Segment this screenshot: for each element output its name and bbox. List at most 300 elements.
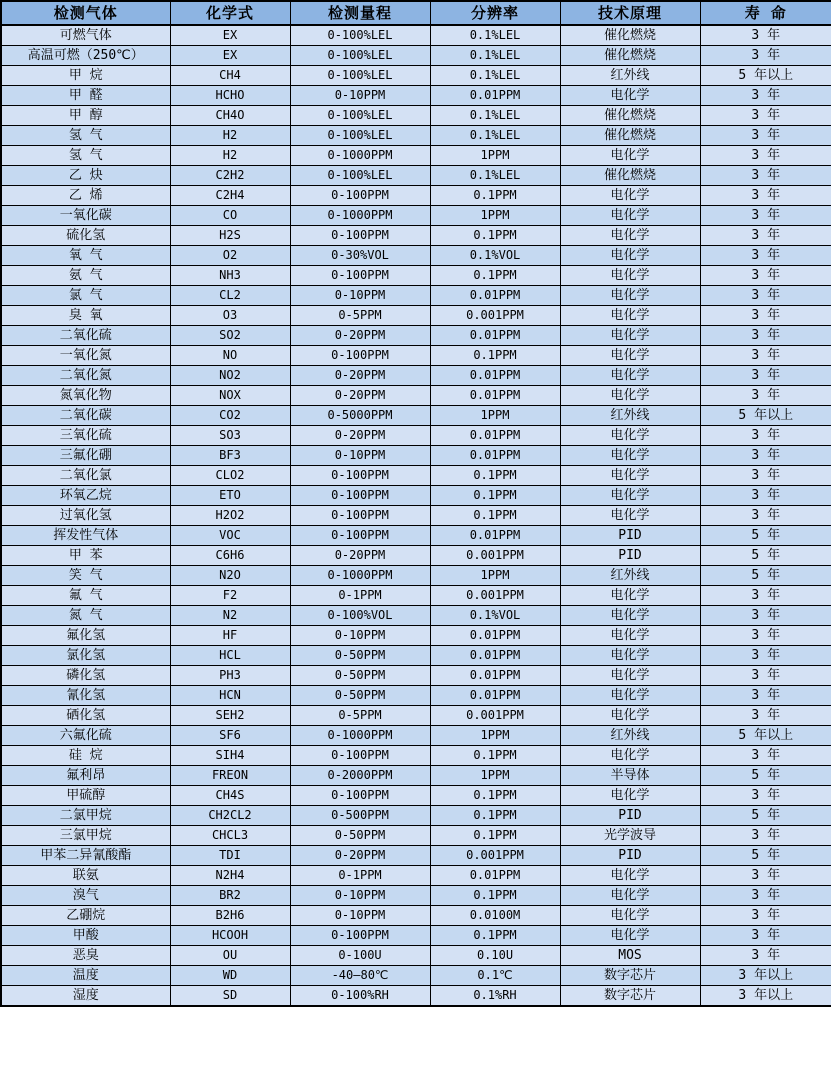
cell-chemical-formula: C2H2 xyxy=(170,166,290,186)
table-row xyxy=(1,426,831,446)
cell-lifespan: 3 年 xyxy=(700,46,831,66)
table-row xyxy=(1,166,831,186)
cell-chemical-formula: NOX xyxy=(170,386,290,406)
cell-technology-principle: 电化学 xyxy=(560,786,700,806)
cell-resolution: 0.1PPM xyxy=(430,806,560,826)
cell-detection-range: 0-20PPM xyxy=(290,546,430,566)
cell-detection-range: 0-1000PPM xyxy=(290,146,430,166)
cell-detection-range: 0-20PPM xyxy=(290,846,430,866)
cell-lifespan: 3 年 xyxy=(700,886,831,906)
cell-gas-name: 乙 烯 xyxy=(1,186,170,206)
column-header-lifespan: 寿 命 xyxy=(700,1,831,25)
cell-detection-range: 0-100%LEL xyxy=(290,166,430,186)
table-body xyxy=(1,25,831,1006)
cell-detection-range: 0-1PPM xyxy=(290,586,430,606)
cell-lifespan: 3 年 xyxy=(700,206,831,226)
cell-lifespan: 3 年 xyxy=(700,366,831,386)
cell-chemical-formula: N2O xyxy=(170,566,290,586)
cell-technology-principle: 催化燃烧 xyxy=(560,25,700,46)
cell-chemical-formula: SO2 xyxy=(170,326,290,346)
cell-chemical-formula: ETO xyxy=(170,486,290,506)
cell-chemical-formula: HCOOH xyxy=(170,926,290,946)
cell-lifespan: 3 年 xyxy=(700,266,831,286)
cell-gas-name: 氨 气 xyxy=(1,266,170,286)
table-row xyxy=(1,406,831,426)
cell-technology-principle: 电化学 xyxy=(560,626,700,646)
cell-technology-principle: 电化学 xyxy=(560,386,700,406)
table-header xyxy=(1,1,831,25)
cell-technology-principle: 数字芯片 xyxy=(560,966,700,986)
cell-lifespan: 5 年以上 xyxy=(700,66,831,86)
cell-detection-range: 0-100PPM xyxy=(290,266,430,286)
cell-lifespan: 5 年 xyxy=(700,546,831,566)
cell-gas-name: 磷化氢 xyxy=(1,666,170,686)
cell-technology-principle: 电化学 xyxy=(560,706,700,726)
cell-detection-range: 0-100PPM xyxy=(290,926,430,946)
cell-chemical-formula: SO3 xyxy=(170,426,290,446)
cell-detection-range: 0-100PPM xyxy=(290,486,430,506)
cell-detection-range: 0-100PPM xyxy=(290,346,430,366)
cell-gas-name: 二氧化氯 xyxy=(1,466,170,486)
cell-resolution: 1PPM xyxy=(430,406,560,426)
cell-resolution: 0.1PPM xyxy=(430,226,560,246)
cell-chemical-formula: CHCL3 xyxy=(170,826,290,846)
cell-chemical-formula: PH3 xyxy=(170,666,290,686)
cell-gas-name: 硅 烷 xyxy=(1,746,170,766)
cell-detection-range: 0-100PPM xyxy=(290,466,430,486)
cell-detection-range: 0-5PPM xyxy=(290,706,430,726)
cell-detection-range: 0-50PPM xyxy=(290,686,430,706)
cell-detection-range: 0-5000PPM xyxy=(290,406,430,426)
table-row xyxy=(1,466,831,486)
cell-detection-range: 0-100%LEL xyxy=(290,25,430,46)
cell-detection-range: 0-2000PPM xyxy=(290,766,430,786)
cell-detection-range: 0-100%RH xyxy=(290,986,430,1007)
cell-gas-name: 氯 气 xyxy=(1,286,170,306)
cell-technology-principle: 电化学 xyxy=(560,926,700,946)
cell-lifespan: 3 年 xyxy=(700,646,831,666)
cell-resolution: 0.01PPM xyxy=(430,666,560,686)
cell-technology-principle: 电化学 xyxy=(560,666,700,686)
cell-gas-name: 二氧化碳 xyxy=(1,406,170,426)
cell-gas-name: 六氟化硫 xyxy=(1,726,170,746)
cell-lifespan: 3 年 xyxy=(700,386,831,406)
cell-resolution: 0.01PPM xyxy=(430,446,560,466)
cell-resolution: 0.1PPM xyxy=(430,186,560,206)
cell-chemical-formula: CO xyxy=(170,206,290,226)
cell-lifespan: 3 年 xyxy=(700,626,831,646)
cell-gas-name: 氢 气 xyxy=(1,146,170,166)
cell-detection-range: 0-100PPM xyxy=(290,506,430,526)
table-row xyxy=(1,546,831,566)
table-row xyxy=(1,686,831,706)
cell-detection-range: 0-5PPM xyxy=(290,306,430,326)
cell-chemical-formula: NO xyxy=(170,346,290,366)
table-row xyxy=(1,386,831,406)
cell-detection-range: 0-10PPM xyxy=(290,446,430,466)
cell-lifespan: 3 年 xyxy=(700,706,831,726)
table-row xyxy=(1,286,831,306)
cell-technology-principle: 数字芯片 xyxy=(560,986,700,1007)
cell-lifespan: 3 年 xyxy=(700,946,831,966)
table-row xyxy=(1,626,831,646)
cell-chemical-formula: HCL xyxy=(170,646,290,666)
cell-technology-principle: 红外线 xyxy=(560,66,700,86)
cell-gas-name: 臭 氧 xyxy=(1,306,170,326)
cell-lifespan: 5 年以上 xyxy=(700,726,831,746)
cell-lifespan: 3 年 xyxy=(700,506,831,526)
cell-gas-name: 湿度 xyxy=(1,986,170,1007)
cell-technology-principle: MOS xyxy=(560,946,700,966)
cell-gas-name: 高温可燃（250℃） xyxy=(1,46,170,66)
cell-gas-name: 笑 气 xyxy=(1,566,170,586)
table-row xyxy=(1,986,831,1007)
table-row xyxy=(1,346,831,366)
cell-detection-range: 0-20PPM xyxy=(290,426,430,446)
cell-detection-range: 0-500PPM xyxy=(290,806,430,826)
cell-gas-name: 氮 气 xyxy=(1,606,170,626)
column-header-chemical-formula: 化学式 xyxy=(170,1,290,25)
cell-detection-range: 0-100%LEL xyxy=(290,66,430,86)
cell-chemical-formula: H2O2 xyxy=(170,506,290,526)
cell-resolution: 0.1PPM xyxy=(430,346,560,366)
cell-technology-principle: 电化学 xyxy=(560,206,700,226)
cell-resolution: 0.01PPM xyxy=(430,286,560,306)
column-header-detection-range: 检测量程 xyxy=(290,1,430,25)
cell-detection-range: 0-100PPM xyxy=(290,186,430,206)
cell-resolution: 0.01PPM xyxy=(430,646,560,666)
cell-resolution: 0.01PPM xyxy=(430,326,560,346)
cell-resolution: 0.1PPM xyxy=(430,746,560,766)
table-row xyxy=(1,486,831,506)
cell-lifespan: 5 年 xyxy=(700,526,831,546)
cell-chemical-formula: CLO2 xyxy=(170,466,290,486)
cell-gas-name: 环氧乙烷 xyxy=(1,486,170,506)
table-row xyxy=(1,906,831,926)
cell-lifespan: 3 年 xyxy=(700,746,831,766)
cell-resolution: 0.1%LEL xyxy=(430,126,560,146)
cell-technology-principle: 电化学 xyxy=(560,866,700,886)
cell-technology-principle: 电化学 xyxy=(560,466,700,486)
table-row xyxy=(1,526,831,546)
cell-resolution: 0.1PPM xyxy=(430,926,560,946)
cell-chemical-formula: HCHO xyxy=(170,86,290,106)
cell-gas-name: 乙 炔 xyxy=(1,166,170,186)
cell-chemical-formula: O3 xyxy=(170,306,290,326)
cell-lifespan: 3 年 xyxy=(700,226,831,246)
cell-chemical-formula: H2S xyxy=(170,226,290,246)
table-row xyxy=(1,246,831,266)
table-row xyxy=(1,566,831,586)
table-row xyxy=(1,966,831,986)
cell-technology-principle: 电化学 xyxy=(560,886,700,906)
cell-technology-principle: 红外线 xyxy=(560,726,700,746)
cell-lifespan: 3 年 xyxy=(700,826,831,846)
cell-chemical-formula: HF xyxy=(170,626,290,646)
cell-chemical-formula: SF6 xyxy=(170,726,290,746)
cell-technology-principle: 电化学 xyxy=(560,146,700,166)
table-row xyxy=(1,726,831,746)
cell-detection-range: 0-20PPM xyxy=(290,326,430,346)
cell-lifespan: 3 年 xyxy=(700,866,831,886)
cell-technology-principle: 电化学 xyxy=(560,346,700,366)
cell-gas-name: 甲硫醇 xyxy=(1,786,170,806)
table-row xyxy=(1,866,831,886)
table-row xyxy=(1,706,831,726)
cell-resolution: 1PPM xyxy=(430,206,560,226)
cell-detection-range: 0-1PPM xyxy=(290,866,430,886)
cell-lifespan: 5 年以上 xyxy=(700,406,831,426)
cell-gas-name: 氟利昂 xyxy=(1,766,170,786)
header-row xyxy=(1,1,831,25)
cell-gas-name: 一氧化碳 xyxy=(1,206,170,226)
table-row xyxy=(1,606,831,626)
cell-resolution: 0.1%LEL xyxy=(430,46,560,66)
cell-chemical-formula: VOC xyxy=(170,526,290,546)
table-row xyxy=(1,106,831,126)
table-row xyxy=(1,446,831,466)
cell-technology-principle: PID xyxy=(560,526,700,546)
cell-chemical-formula: CH4S xyxy=(170,786,290,806)
cell-chemical-formula: WD xyxy=(170,966,290,986)
cell-detection-range: 0-20PPM xyxy=(290,386,430,406)
cell-technology-principle: 电化学 xyxy=(560,686,700,706)
table-row xyxy=(1,646,831,666)
cell-lifespan: 3 年 xyxy=(700,586,831,606)
cell-chemical-formula: BR2 xyxy=(170,886,290,906)
cell-resolution: 0.1%VOL xyxy=(430,606,560,626)
cell-chemical-formula: C6H6 xyxy=(170,546,290,566)
cell-resolution: 1PPM xyxy=(430,146,560,166)
cell-detection-range: -40—80℃ xyxy=(290,966,430,986)
cell-lifespan: 3 年 xyxy=(700,906,831,926)
cell-gas-name: 二氯甲烷 xyxy=(1,806,170,826)
cell-resolution: 0.1PPM xyxy=(430,826,560,846)
cell-chemical-formula: SIH4 xyxy=(170,746,290,766)
table-row xyxy=(1,226,831,246)
cell-gas-name: 二氧化氮 xyxy=(1,366,170,386)
cell-technology-principle: 半导体 xyxy=(560,766,700,786)
cell-resolution: 0.1PPM xyxy=(430,506,560,526)
cell-detection-range: 0-1000PPM xyxy=(290,566,430,586)
cell-technology-principle: 电化学 xyxy=(560,226,700,246)
cell-gas-name: 溴气 xyxy=(1,886,170,906)
cell-technology-principle: PID xyxy=(560,846,700,866)
table-row xyxy=(1,66,831,86)
cell-lifespan: 3 年 xyxy=(700,606,831,626)
table-row xyxy=(1,886,831,906)
cell-gas-name: 甲 醛 xyxy=(1,86,170,106)
cell-resolution: 0.1PPM xyxy=(430,886,560,906)
cell-gas-name: 氟化氢 xyxy=(1,626,170,646)
cell-technology-principle: 光学波导 xyxy=(560,826,700,846)
cell-technology-principle: 电化学 xyxy=(560,906,700,926)
cell-detection-range: 0-10PPM xyxy=(290,286,430,306)
cell-technology-principle: 电化学 xyxy=(560,266,700,286)
cell-chemical-formula: EX xyxy=(170,46,290,66)
cell-lifespan: 3 年以上 xyxy=(700,986,831,1007)
cell-gas-name: 甲 苯 xyxy=(1,546,170,566)
cell-resolution: 0.01PPM xyxy=(430,426,560,446)
cell-technology-principle: 催化燃烧 xyxy=(560,126,700,146)
cell-resolution: 0.01PPM xyxy=(430,526,560,546)
cell-detection-range: 0-10PPM xyxy=(290,886,430,906)
cell-lifespan: 3 年 xyxy=(700,25,831,46)
cell-detection-range: 0-100PPM xyxy=(290,526,430,546)
table-row xyxy=(1,25,831,46)
cell-resolution: 0.01PPM xyxy=(430,366,560,386)
cell-detection-range: 0-50PPM xyxy=(290,826,430,846)
cell-technology-principle: 电化学 xyxy=(560,506,700,526)
cell-resolution: 1PPM xyxy=(430,726,560,746)
cell-lifespan: 3 年 xyxy=(700,926,831,946)
cell-lifespan: 3 年 xyxy=(700,326,831,346)
table-row xyxy=(1,366,831,386)
cell-lifespan: 3 年 xyxy=(700,346,831,366)
cell-detection-range: 0-100%LEL xyxy=(290,126,430,146)
cell-technology-principle: 电化学 xyxy=(560,326,700,346)
cell-gas-name: 甲酸 xyxy=(1,926,170,946)
cell-resolution: 0.01PPM xyxy=(430,866,560,886)
cell-resolution: 0.1%LEL xyxy=(430,106,560,126)
cell-gas-name: 二氧化硫 xyxy=(1,326,170,346)
cell-chemical-formula: OU xyxy=(170,946,290,966)
cell-gas-name: 氰化氢 xyxy=(1,686,170,706)
cell-gas-name: 挥发性气体 xyxy=(1,526,170,546)
table-row xyxy=(1,306,831,326)
cell-lifespan: 5 年 xyxy=(700,846,831,866)
table-row xyxy=(1,146,831,166)
cell-resolution: 0.1PPM xyxy=(430,466,560,486)
cell-gas-name: 甲 醇 xyxy=(1,106,170,126)
cell-lifespan: 3 年 xyxy=(700,686,831,706)
cell-chemical-formula: B2H6 xyxy=(170,906,290,926)
cell-lifespan: 3 年 xyxy=(700,126,831,146)
cell-lifespan: 3 年 xyxy=(700,246,831,266)
table-row xyxy=(1,766,831,786)
cell-technology-principle: 电化学 xyxy=(560,246,700,266)
cell-chemical-formula: CO2 xyxy=(170,406,290,426)
cell-lifespan: 3 年 xyxy=(700,786,831,806)
cell-lifespan: 3 年 xyxy=(700,466,831,486)
cell-chemical-formula: H2 xyxy=(170,126,290,146)
table-row xyxy=(1,926,831,946)
cell-technology-principle: PID xyxy=(560,806,700,826)
cell-technology-principle: 催化燃烧 xyxy=(560,166,700,186)
cell-resolution: 0.1%VOL xyxy=(430,246,560,266)
cell-gas-name: 氧 气 xyxy=(1,246,170,266)
cell-technology-principle: 电化学 xyxy=(560,86,700,106)
cell-lifespan: 5 年 xyxy=(700,766,831,786)
cell-resolution: 0.001PPM xyxy=(430,546,560,566)
cell-technology-principle: 电化学 xyxy=(560,646,700,666)
cell-resolution: 0.01PPM xyxy=(430,686,560,706)
cell-resolution: 0.1%RH xyxy=(430,986,560,1007)
cell-gas-name: 甲苯二异氰酸酯 xyxy=(1,846,170,866)
table-row xyxy=(1,266,831,286)
cell-chemical-formula: TDI xyxy=(170,846,290,866)
cell-resolution: 0.01PPM xyxy=(430,86,560,106)
cell-lifespan: 3 年 xyxy=(700,106,831,126)
cell-technology-principle: 电化学 xyxy=(560,186,700,206)
cell-lifespan: 3 年 xyxy=(700,286,831,306)
cell-detection-range: 0-1000PPM xyxy=(290,726,430,746)
column-header-technology-principle: 技术原理 xyxy=(560,1,700,25)
cell-gas-name: 氯化氢 xyxy=(1,646,170,666)
cell-lifespan: 5 年 xyxy=(700,806,831,826)
cell-chemical-formula: FREON xyxy=(170,766,290,786)
cell-lifespan: 3 年以上 xyxy=(700,966,831,986)
cell-chemical-formula: NO2 xyxy=(170,366,290,386)
table-row xyxy=(1,206,831,226)
cell-gas-name: 可燃气体 xyxy=(1,25,170,46)
cell-lifespan: 3 年 xyxy=(700,86,831,106)
cell-technology-principle: 电化学 xyxy=(560,446,700,466)
cell-resolution: 0.001PPM xyxy=(430,306,560,326)
cell-resolution: 0.10U xyxy=(430,946,560,966)
cell-technology-principle: 催化燃烧 xyxy=(560,46,700,66)
cell-detection-range: 0-10PPM xyxy=(290,626,430,646)
cell-chemical-formula: N2H4 xyxy=(170,866,290,886)
cell-technology-principle: 红外线 xyxy=(560,406,700,426)
cell-chemical-formula: CH4 xyxy=(170,66,290,86)
cell-chemical-formula: HCN xyxy=(170,686,290,706)
cell-technology-principle: 电化学 xyxy=(560,586,700,606)
cell-technology-principle: 电化学 xyxy=(560,746,700,766)
cell-gas-name: 三氟化硼 xyxy=(1,446,170,466)
cell-gas-name: 温度 xyxy=(1,966,170,986)
table-row xyxy=(1,186,831,206)
cell-chemical-formula: CL2 xyxy=(170,286,290,306)
cell-gas-name: 恶臭 xyxy=(1,946,170,966)
cell-detection-range: 0-20PPM xyxy=(290,366,430,386)
cell-technology-principle: 红外线 xyxy=(560,566,700,586)
cell-resolution: 0.001PPM xyxy=(430,706,560,726)
table-row xyxy=(1,46,831,66)
column-header-gas-name: 检测气体 xyxy=(1,1,170,25)
cell-chemical-formula: O2 xyxy=(170,246,290,266)
cell-gas-name: 一氧化氮 xyxy=(1,346,170,366)
cell-resolution: 0.1PPM xyxy=(430,266,560,286)
cell-resolution: 0.1PPM xyxy=(430,786,560,806)
cell-chemical-formula: SD xyxy=(170,986,290,1007)
cell-chemical-formula: BF3 xyxy=(170,446,290,466)
cell-gas-name: 甲 烷 xyxy=(1,66,170,86)
table-row xyxy=(1,746,831,766)
cell-gas-name: 硫化氢 xyxy=(1,226,170,246)
cell-detection-range: 0-100%VOL xyxy=(290,606,430,626)
cell-resolution: 1PPM xyxy=(430,766,560,786)
cell-resolution: 0.0100M xyxy=(430,906,560,926)
cell-gas-name: 氟 气 xyxy=(1,586,170,606)
cell-gas-name: 三氧化硫 xyxy=(1,426,170,446)
cell-lifespan: 3 年 xyxy=(700,426,831,446)
table-row xyxy=(1,946,831,966)
cell-detection-range: 0-100PPM xyxy=(290,746,430,766)
cell-resolution: 0.1%LEL xyxy=(430,25,560,46)
cell-gas-name: 氮氧化物 xyxy=(1,386,170,406)
cell-gas-name: 三氯甲烷 xyxy=(1,826,170,846)
cell-resolution: 0.1%LEL xyxy=(430,66,560,86)
cell-resolution: 0.1PPM xyxy=(430,486,560,506)
table-row xyxy=(1,86,831,106)
cell-technology-principle: 电化学 xyxy=(560,306,700,326)
cell-detection-range: 0-30%VOL xyxy=(290,246,430,266)
cell-technology-principle: 催化燃烧 xyxy=(560,106,700,126)
cell-chemical-formula: C2H4 xyxy=(170,186,290,206)
cell-chemical-formula: N2 xyxy=(170,606,290,626)
cell-chemical-formula: CH2CL2 xyxy=(170,806,290,826)
